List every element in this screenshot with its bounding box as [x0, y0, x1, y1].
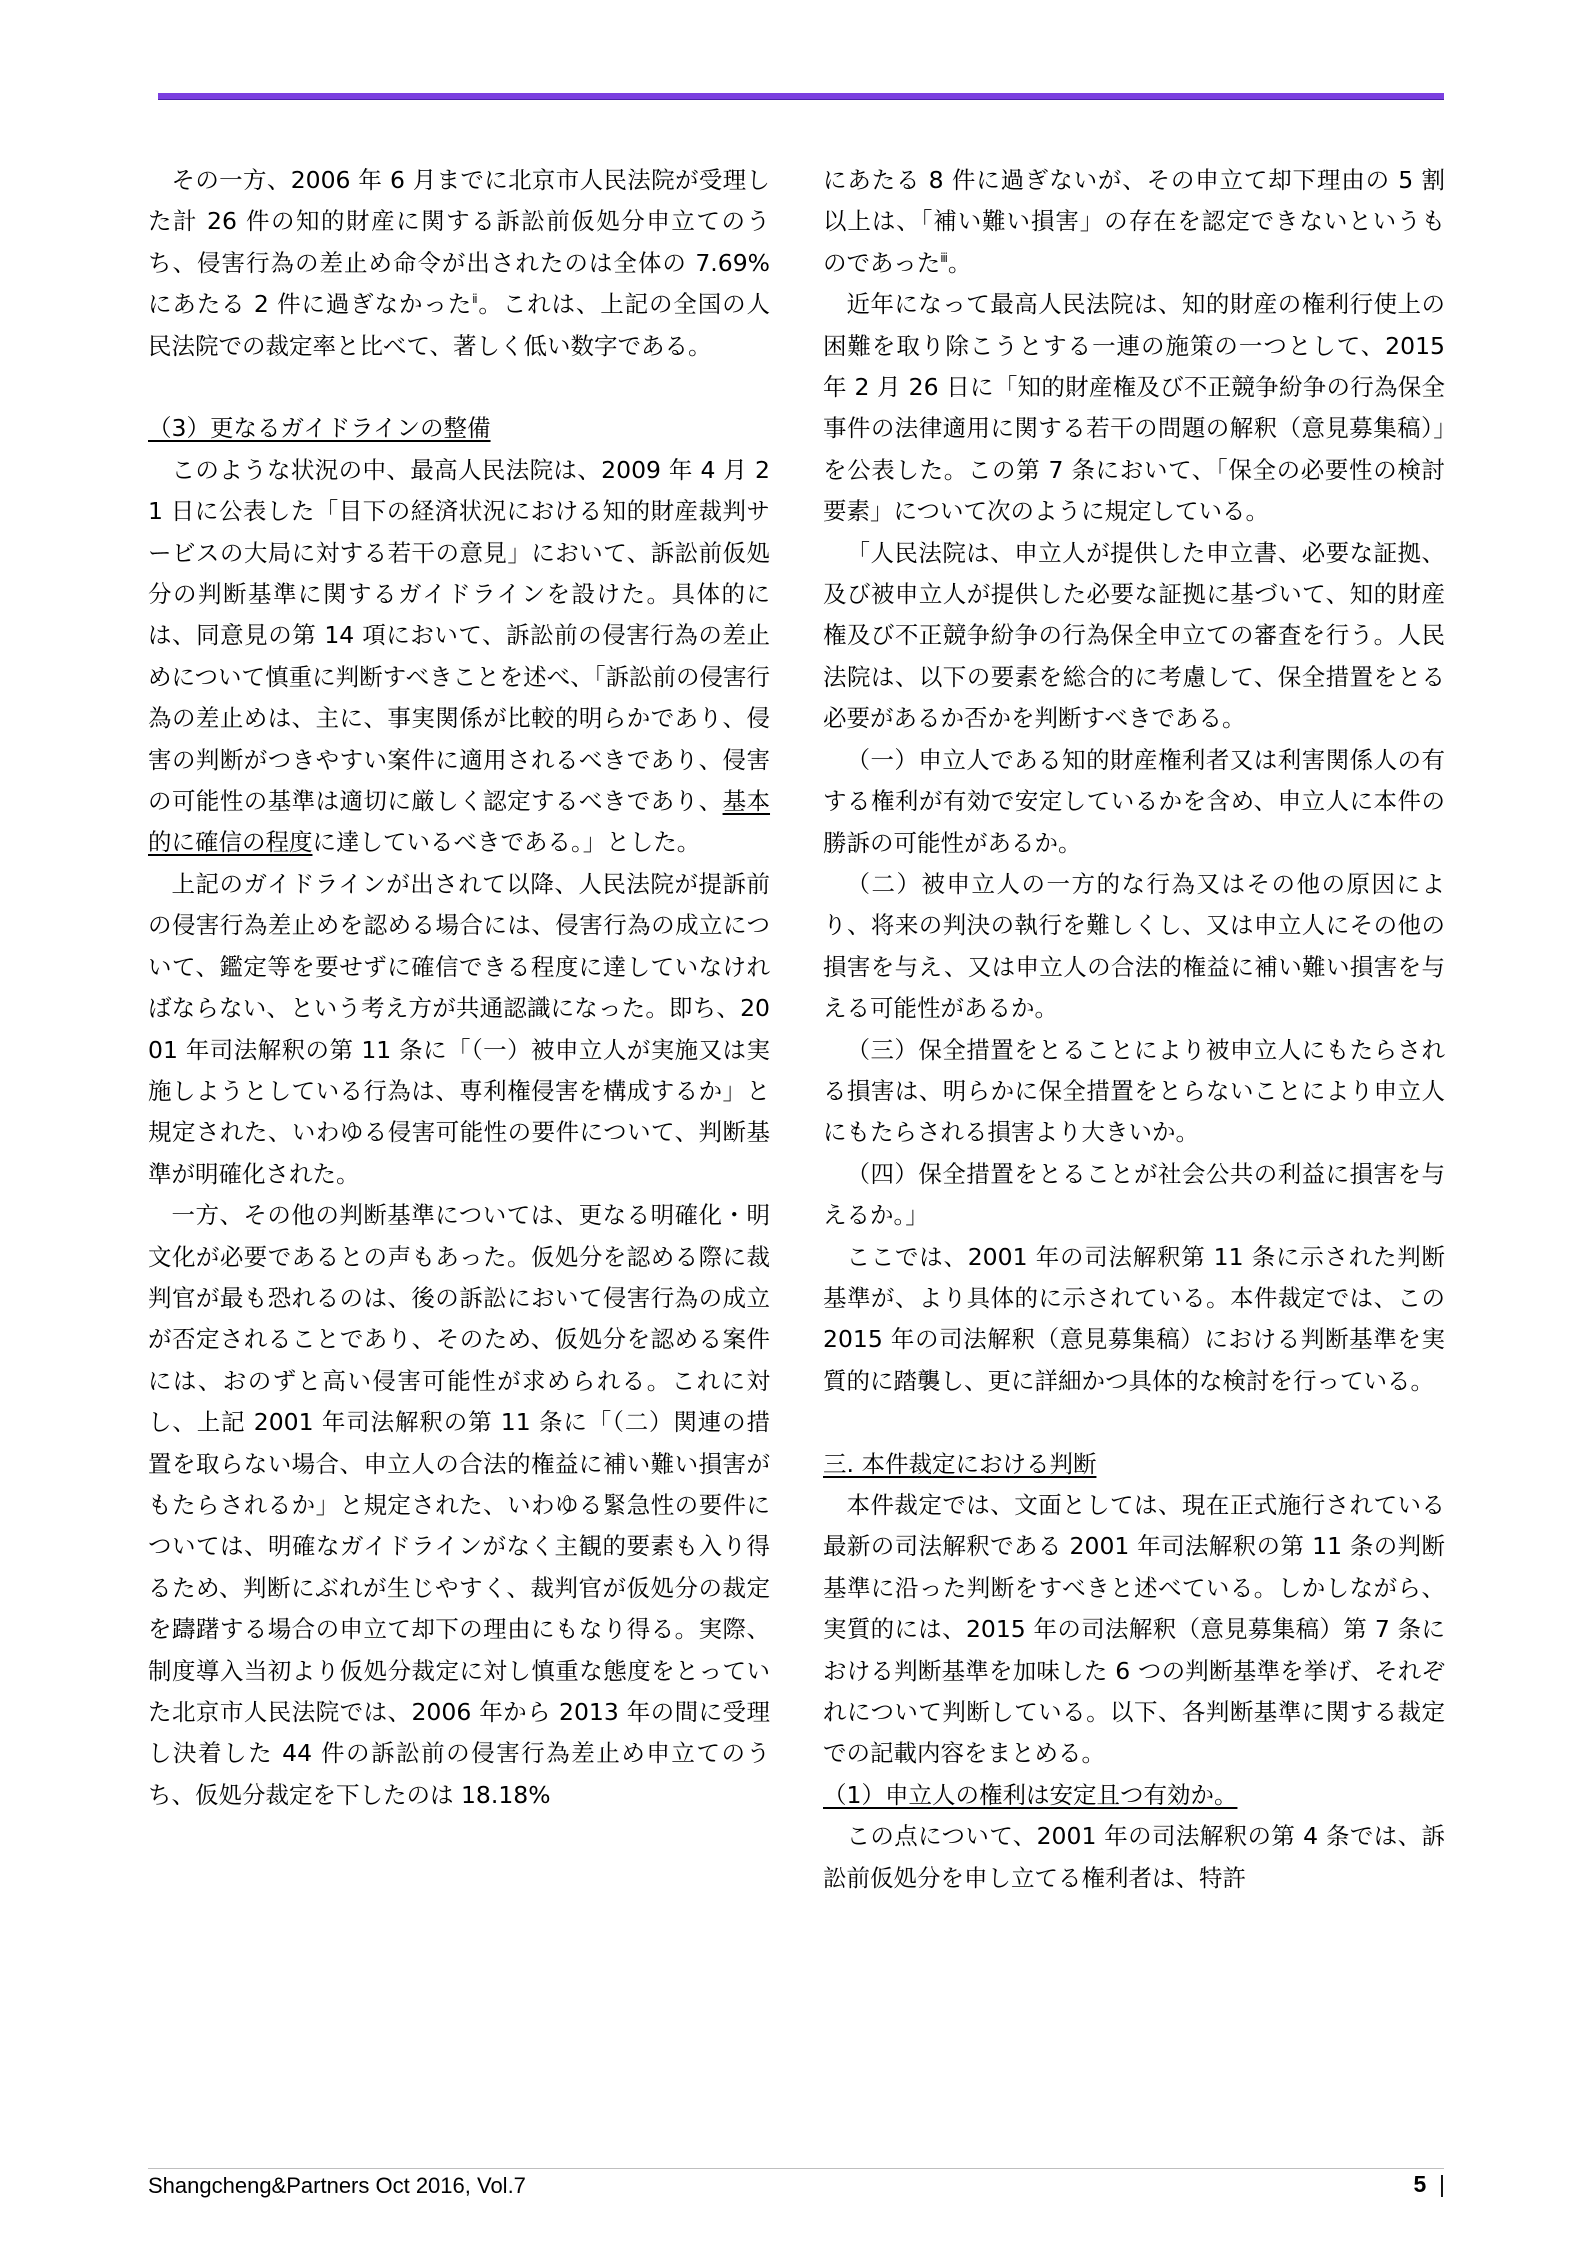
article-item-4: （四）保全措置をとることが社会公共の利益に損害を与えるか。」 [823, 1159, 1445, 1230]
section-heading: 三. 本件裁定における判断 [823, 1449, 1097, 1478]
subsection-heading: （1）申立人の権利は安定且つ有効か。 [823, 1780, 1238, 1809]
page-number: 5 [1413, 2171, 1427, 2197]
paragraph: その一方、2006 年 6 月までに北京市人民法院が受理した計 26 件の知的財産に関する訴訟前仮処分申立てのうち、侵害行為の差止め命令が出されたのは全体の 7.69%にあたる 2 件に過ぎなかった$^ⅱ$。これは、上記の全国の人民法院での裁定率と比べて、著しく低い数字である。 [148, 166, 770, 360]
paragraph: ここでは、2001 年の司法解釈第 11 条に示された判断基準が、より具体的に示されている。本件裁定では、この 2015 年の司法解釈（意見募集稿）における判断基準を実質的に踏襲し、更に詳細かつ具体的な検討を行っている。 [823, 1242, 1445, 1395]
footer-rule [148, 2168, 1444, 2169]
paragraph-continued: にあたる 8 件に過ぎないが、その申立て却下理由の 5 割以上は、「補い難い損害」の存在を認定できないというものであった$^ⅲ$。 [823, 166, 1445, 277]
left-column [148, 160, 770, 1816]
article-item-1: （一）申立人である知的財産権利者又は利害関係人の有する権利が有効で安定しているかを含め、申立人に本件の勝訴の可能性があるか。 [823, 745, 1445, 857]
paragraph: 上記のガイドラインが出されて以降、人民法院が提訴前の侵害行為差止めを認める場合には、侵害行為の成立について、鑑定等を要せずに確信できる程度に達していなければならない、という考え方が共通認識になった。即ち、2001 年司法解釈の第 11 条に「（一）被申立人が実施又は実施しようとしている行為は、専利権侵害を構成するか」と規定された、いわゆる侵害可能性の要件について、判断基準が明確化された。 [148, 869, 770, 1188]
paragraph: 一方、その他の判断基準については、更なる明確化・明文化が必要であるとの声もあった。仮処分を認める際に裁判官が最も恐れるのは、後の訴訟において侵害行為の成立が否定されることであり、そのため、仮処分を認める案件には、おのずと高い侵害可能性が求められる。これに対し、上記 2001 年司法解釈の第 11 条に「（二）関連の措置を取らない場合、申立人の合法的権益に補い難い損害がもたらされるか」と規定された、いわゆる緊急性の要件については、明確なガイドラインがなく主観的要素も入り得るため、判断にぶれが生じやすく、裁判官が仮処分の裁定を躊躇する場合の申立て却下の理由にもなり得る。実際、制度導入当初より仮処分裁定に対し慎重な態度をとっていた北京市人民法院では、2006 年から 2013 年の間に受理し決着した 44 件の訴訟前の侵害行為差止め申立てのうち、仮処分裁定を下したのは 18.18% [148, 1201, 770, 1809]
article-item-2: （二）被申立人の一方的な行為又はその他の原因により、将来の判決の執行を難しくし、又は申立人にその他の損害を与え、又は申立人の合法的権益に補い難い損害を与える可能性があるか。 [823, 869, 1445, 1023]
section-heading: （3）更なるガイドラインの整備 [148, 414, 491, 443]
header-rule [158, 93, 1444, 100]
article-item-3: （三）保全措置をとることにより被申立人にもたらされる損害は、明らかに保全措置をとらないことにより申立人にもたらされる損害より大きいか。 [823, 1035, 1445, 1147]
paragraph: 近年になって最高人民法院は、知的財産の権利行使上の困難を取り除こうとする一連の施策の一つとして、2015 年 2 月 26 日に「知的財産権及び不正競争紛争の行為保全事件の法律適用に関する若干の問題の解釈（意見募集稿）」を公表した。この第 7 条において、「保全の必要性の検討要素」について次のように規定している。 [823, 290, 1445, 526]
footer-publication: Shangcheng&Partners Oct 2016, Vol.7 [148, 2173, 526, 2198]
paragraph: 本件裁定では、文面としては、現在正式施行されている最新の司法解釈である 2001 年司法解釈の第 11 条の判断基準に沿った判断をすべきと述べている。しかしながら、実質的には、2015 年の司法解釈（意見募集稿）第 7 条における判断基準を加味した 6 つの判断基準を挙げ、それぞれについて判断している。以下、各判断基準に関する裁定での記載内容をまとめる。 [823, 1490, 1445, 1768]
paragraph: このような状況の中、最高人民法院は、2009 年 4 月 21 日に公表した「目下の経済状況における知的財産裁判サービスの大局に対する若干の意見」において、訴訟前仮処分の判断基準に関するガイドラインを設けた。具体的には、同意見の第 14 項において、訴訟前の侵害行為の差止めについて慎重に判断すべきことを述べ、「訴訟前の侵害行為の差止めは、主に、事実関係が比較的明らかであり、侵害の判断がつきやすい案件に適用されるべきであり、侵害の可能性の基準は適切に厳しく認定するべきであり、基本的に確信の程度に達しているべきである。」とした。 [148, 455, 771, 857]
footer-page [1413, 2171, 1445, 2198]
endnote-marker[interactable]: ⅲ [940, 250, 948, 265]
footer-separator: | [1439, 2171, 1445, 2197]
quoted-article: 「人民法院は、申立人が提供した申立書、必要な証拠、及び被申立人が提供した必要な証拠に基づいて、知的財産権及び不正競争紛争の行為保全申立ての審査を行う。人民法院は、以下の要素を総合的に考慮して、保全措置をとる必要があるか否かを判断すべきである。 [823, 538, 1445, 733]
right-column [823, 160, 1445, 1899]
endnote-marker[interactable]: ⅱ [472, 292, 479, 307]
paragraph: この点について、2001 年の司法解釈の第 4 条では、訴訟前仮処分を申し立てる権利者は、特許 [823, 1822, 1445, 1892]
underlined-phrase: 基本的に確信の程度 [148, 787, 771, 857]
